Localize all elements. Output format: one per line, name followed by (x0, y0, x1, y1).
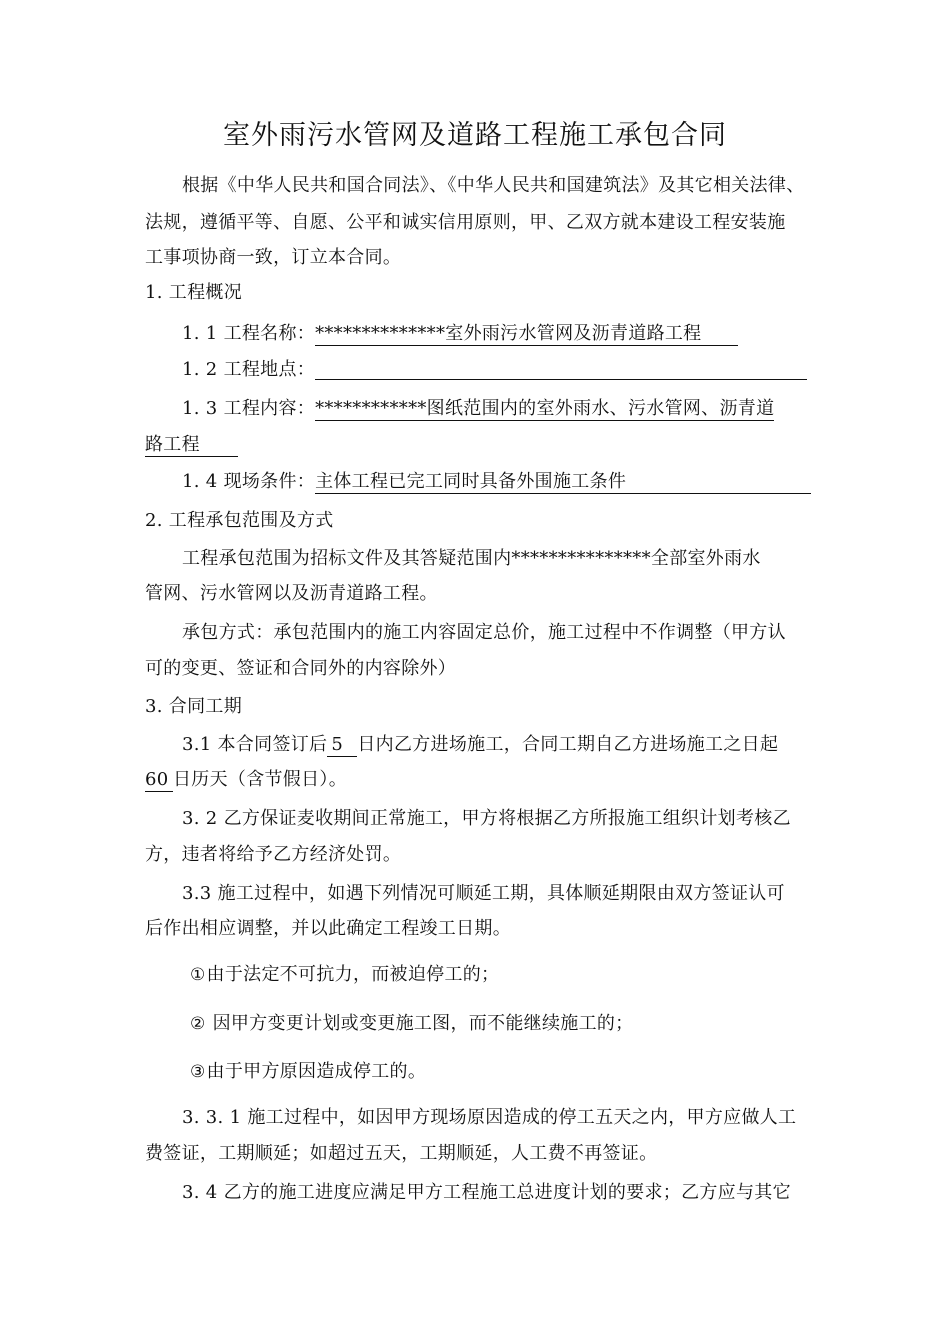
item-text-1: 由于法定不可抗力，而被迫停工的； (206, 964, 500, 985)
project-site-value (315, 357, 807, 380)
mode-line-2: 可的变更、签证和合同外的内容除外） (145, 658, 457, 679)
clause-3-1-text-c: 日历天（含节假日）。 (173, 769, 347, 790)
delay-item-3 (190, 1059, 860, 1085)
mode-line-1: 承包方式：承包范围内的施工内容固定总价，施工过程中不作调整（甲方认 (182, 622, 786, 643)
contract-title: 室外雨污水管网及道路工程施工承包合同 (223, 120, 727, 151)
item-number-3: ③ (190, 1062, 206, 1082)
item-text-3: 由于甲方原因造成停工的。 (206, 1061, 427, 1082)
section-2-heading: 2. 工程承包范围及方式 (145, 510, 334, 531)
clause-3-4-line-1: 3. 4 乙方的施工进度应满足甲方工程施工总进度计划的要求；乙方应与其它 (182, 1182, 791, 1203)
site-condition-row (182, 469, 812, 495)
clause-3-3-line-2: 后作出相应调整，并以此确定工程竣工日期。 (145, 918, 511, 939)
delay-item-2 (190, 1011, 860, 1037)
clause-3-3-line-1: 3.3 施工过程中，如遇下列情况可顺延工期，具体顺延期限由双方签证认可 (182, 883, 785, 904)
project-content-value-2: 路工程 (145, 434, 238, 457)
clause-3-1-text-a: 3.1 本合同签订后 (182, 734, 328, 755)
item-text-2: 因甲方变更计划或变更施工图，而不能继续施工的； (206, 1013, 634, 1034)
site-condition-label: 1. 4 现场条件： (182, 471, 316, 492)
item-number-2: ② (190, 1014, 206, 1034)
clause-3-2-line-1: 3. 2 乙方保证麦收期间正常施工，甲方将根据乙方所报施工组织计划考核乙 (182, 808, 791, 829)
scope-line-1: 工程承包范围为招标文件及其答疑范围内***************全部室外雨水 (182, 548, 761, 569)
clause-3-3-1-line-2: 费签证，工期顺延；如超过五天，工期顺延，人工费不再签证。 (145, 1143, 658, 1164)
clause-3-2-line-2: 方，违者将给予乙方经济处罚。 (145, 844, 402, 865)
scope-line-2: 管网、污水管网以及沥青道路工程。 (145, 583, 438, 604)
project-content-value: ************图纸范围内的室外雨水、污水管网、沥青道 (315, 398, 775, 419)
clause-3-3-1-line-1: 3. 3. 1 施工过程中，如因甲方现场原因造成的停工五天之内，甲方应做人工 (182, 1107, 797, 1128)
clause-3-1-line-1 (182, 732, 812, 758)
item-number-1: ① (190, 965, 206, 985)
intro-line-1: 根据《中华人民共和国合同法》、《中华人民共和国建筑法》及其它相关法律、 (182, 175, 805, 196)
project-name-label: 1. 1 工程名称： (182, 323, 316, 344)
project-name-row (182, 321, 812, 347)
entry-days: 5 (327, 734, 357, 757)
section-1-heading: 1. 工程概况 (145, 282, 242, 303)
intro-line-3: 工事项协商一致，订立本合同。 (145, 247, 402, 268)
intro-line-2: 法规，遵循平等、自愿、公平和诚实信用原则，甲、乙双方就本建设工程安装施 (145, 212, 786, 233)
project-content-label: 1. 3 工程内容： (182, 398, 316, 419)
project-content-row-2 (145, 432, 815, 458)
total-days: 60 (145, 769, 173, 792)
clause-3-1-line-2 (145, 767, 815, 793)
site-condition-value: 主体工程已完工同时具备外围施工条件 (315, 471, 811, 494)
project-site-label: 1. 2 工程地点： (182, 359, 316, 380)
section-3-heading: 3. 合同工期 (145, 696, 242, 717)
project-content-row (182, 396, 812, 422)
project-name-value: **************室外雨污水管网及沥青道路工程 (315, 323, 738, 346)
project-site-row (182, 357, 812, 383)
clause-3-1-text-b: 日内乙方进场施工，合同工期自乙方进场施工之日起 (357, 734, 779, 755)
delay-item-1 (190, 962, 860, 988)
